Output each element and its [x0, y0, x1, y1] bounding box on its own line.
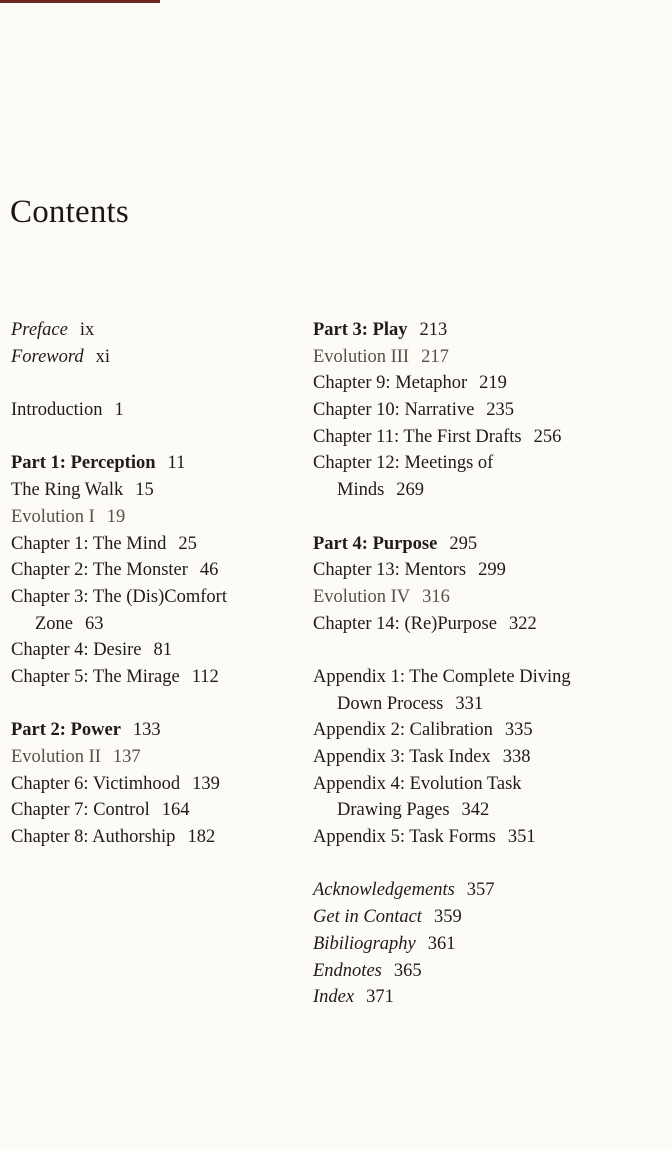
toc-entry-appendix-1-cont[interactable]: Down Process 331 [337, 693, 484, 714]
toc-entry-chapter-9[interactable]: Chapter 9: Metaphor 219 [313, 373, 507, 394]
toc-entry-part-4[interactable]: Part 4: Purpose 295 [313, 533, 478, 554]
spacer [11, 691, 301, 718]
toc-right-column [313, 317, 663, 1011]
toc-entry-chapter-6[interactable]: Chapter 6: Victimhood 139 [11, 773, 220, 794]
toc-entry-chapter-5[interactable]: Chapter 5: The Mirage 112 [11, 666, 219, 687]
toc-entry-chapter-12[interactable]: Chapter 12: Meetings of [313, 453, 494, 474]
toc-entry-chapter-3[interactable]: Chapter 3: The (Dis)Comfort [11, 586, 227, 607]
toc-entry-chapter-3-cont[interactable]: Zone 63 [35, 613, 104, 634]
toc-entry-chapter-11[interactable]: Chapter 11: The First Drafts 256 [313, 426, 562, 447]
toc-entry-appendix-5[interactable]: Appendix 5: Task Forms 351 [313, 827, 536, 848]
toc-entry-chapter-13[interactable]: Chapter 13: Mentors 299 [313, 560, 506, 581]
page-title: Contents [10, 194, 129, 231]
toc-entry-chapter-2[interactable]: Chapter 2: The Monster 46 [11, 560, 219, 581]
toc-entry-part-3[interactable]: Part 3: Play 213 [313, 320, 448, 340]
toc-entry-appendix-3[interactable]: Appendix 3: Task Index 338 [313, 747, 531, 767]
toc-entry-introduction[interactable]: Introduction 1 [11, 400, 124, 421]
toc-entry-appendix-4-cont[interactable]: Drawing Pages 342 [337, 800, 490, 821]
toc-entry-chapter-10[interactable]: Chapter 10: Narrative 235 [313, 400, 515, 421]
toc-entry-get-in-contact[interactable]: Get in Contact 359 [313, 907, 462, 928]
toc-entry-appendix-1[interactable]: Appendix 1: The Complete Diving [313, 666, 571, 687]
toc-entry-bibliography[interactable]: Bibiliography 361 [313, 933, 456, 954]
toc-entry-acknowledgements[interactable]: Acknowledgements 357 [313, 880, 495, 901]
toc-entry-part-2[interactable]: Part 2: Power 133 [11, 720, 161, 741]
toc-entry-foreword[interactable]: Foreword xi [11, 346, 111, 367]
spacer [313, 504, 663, 531]
toc-entry-part-1[interactable]: Part 1: Perception 11 [11, 453, 186, 474]
toc-left-column [11, 317, 301, 851]
spacer [313, 851, 663, 878]
toc-entry-chapter-1[interactable]: Chapter 1: The Mind 25 [11, 533, 197, 554]
toc-entry-evolution-3[interactable]: Evolution III 217 [313, 346, 449, 367]
toc-entry-chapter-12-cont[interactable]: Minds 269 [337, 480, 425, 501]
toc-entry-evolution-2[interactable]: Evolution II 137 [11, 747, 141, 767]
spacer [11, 424, 301, 451]
toc-entry-chapter-7[interactable]: Chapter 7: Control 164 [11, 800, 190, 821]
toc-entry-evolution-4[interactable]: Evolution IV 316 [313, 586, 450, 607]
toc-entry-appendix-2[interactable]: Appendix 2: Calibration 335 [313, 720, 533, 741]
toc-entry-chapter-14[interactable]: Chapter 14: (Re)Purpose 322 [313, 613, 537, 634]
top-rule [0, 0, 160, 3]
toc-entry-chapter-4[interactable]: Chapter 4: Desire 81 [11, 640, 172, 661]
toc-entry-endnotes[interactable]: Endnotes 365 [313, 960, 422, 981]
toc-entry-appendix-4[interactable]: Appendix 4: Evolution Task [313, 773, 522, 794]
spacer [313, 637, 663, 664]
toc-entry-chapter-8[interactable]: Chapter 8: Authorship 182 [11, 827, 216, 848]
toc-entry-ring-walk[interactable]: The Ring Walk 15 [11, 480, 154, 501]
toc-entry-preface[interactable]: Preface ix [11, 320, 95, 340]
toc-entry-evolution-1[interactable]: Evolution I 19 [11, 506, 126, 527]
spacer [11, 370, 301, 397]
toc-entry-index[interactable]: Index 371 [313, 987, 394, 1008]
